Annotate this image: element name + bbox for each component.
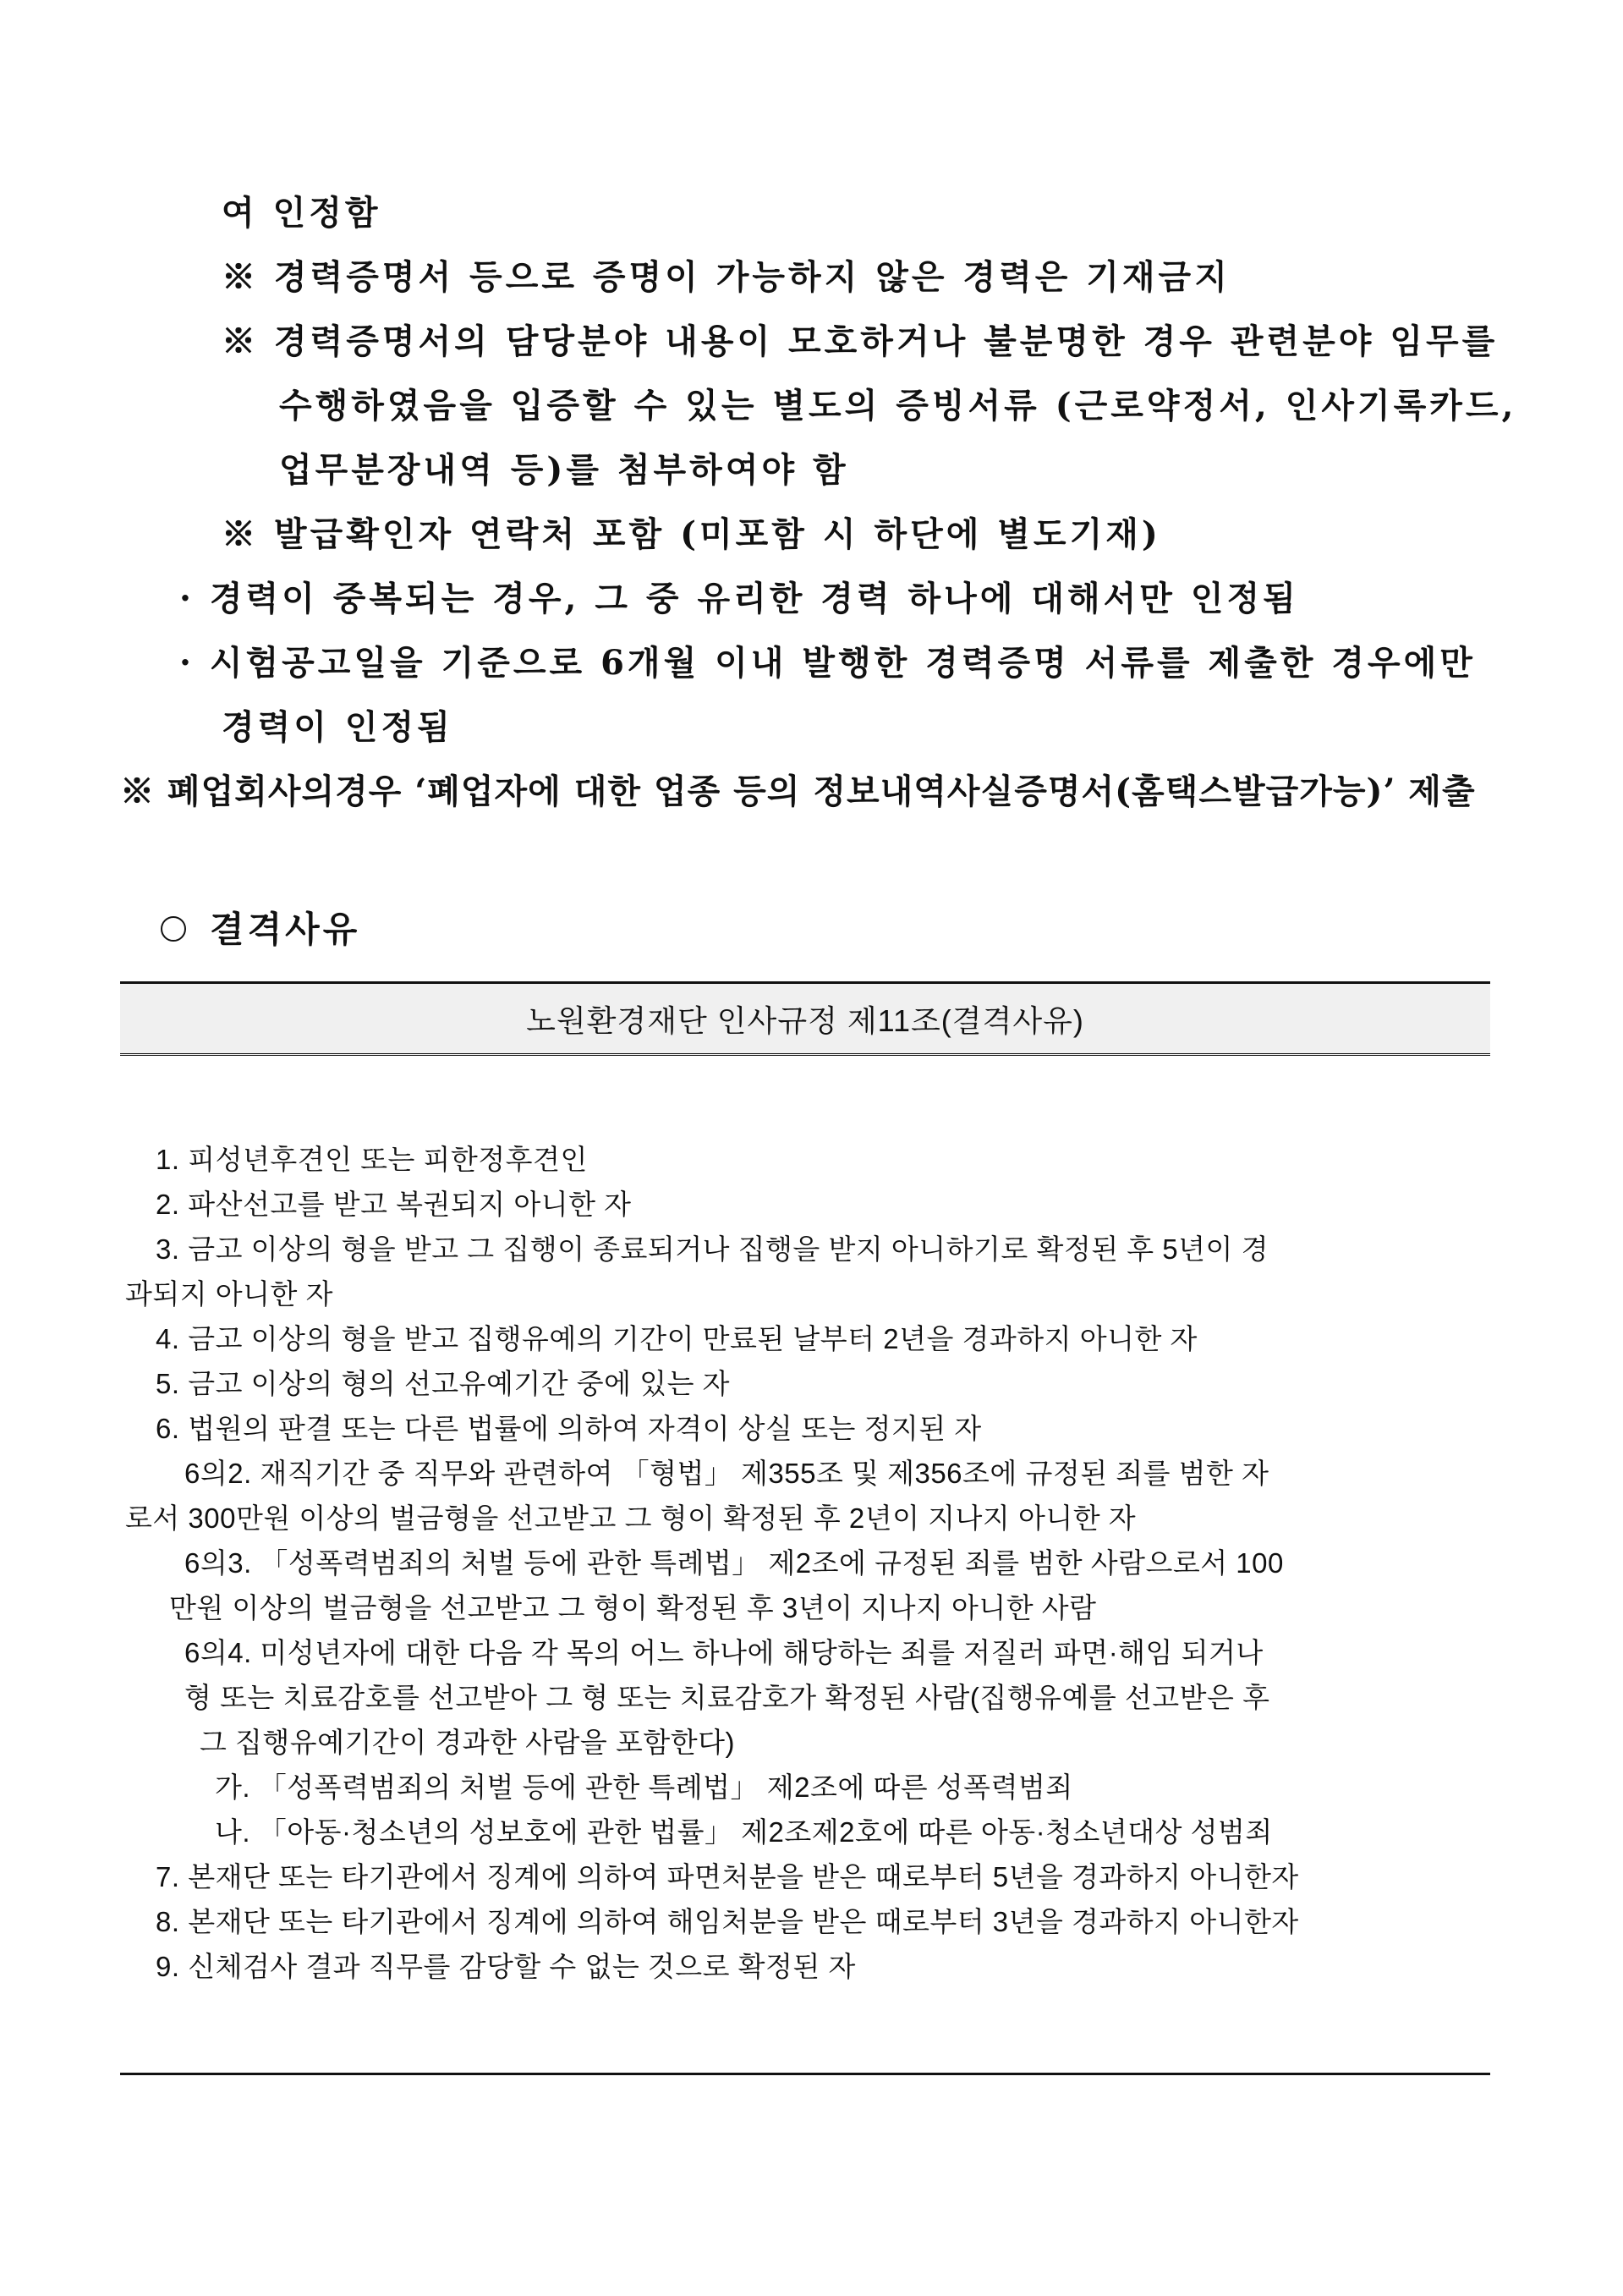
section-title-text: 결격사유 — [210, 909, 361, 950]
list-item: 4. 금고 이상의 형을 받고 집행유예의 기간이 만료된 날부터 2년을 경과하지 아니한 자 — [156, 1323, 1198, 1354]
text-line: 경력이 인정됨 — [222, 707, 453, 747]
list-item: 형 또는 치료감호를 선고받아 그 형 또는 치료감호가 확정된 사람(집행유예를 선고받은 후 — [184, 1682, 1270, 1713]
list-item: 가. 「성폭력범죄의 처벌 등에 관한 특례법」 제2조에 따른 성폭력범죄 — [215, 1771, 1073, 1803]
list-item: 나. 「아동·청소년의 성보호에 관한 법률」 제2조제2호에 따른 아동·청소년대상 성범죄 — [215, 1816, 1273, 1848]
text-line: 업무분장내역 등)를 첨부하여야 함 — [279, 450, 849, 490]
bullet-line: · 경력이 중복되는 경우, 그 중 유리한 경력 하나에 대해서만 인정됨 — [179, 579, 1299, 618]
list-item: 로서 300만원 이상의 벌금형을 선고받고 그 형이 확정된 후 2년이 지나지 아니한 자 — [125, 1502, 1137, 1534]
list-item: 6의2. 재직기간 중 직무와 관련하여 「형법」 제355조 및 제356조에 규정된 죄를 범한 자 — [184, 1458, 1269, 1489]
note-line: ※ 발급확인자 연락처 포함 (미포함 시 하단에 별도기재) — [222, 514, 1161, 554]
regulation-header — [120, 981, 1490, 1056]
regulation-header-text: 노원환경재단 인사규정 제11조(결격사유) — [526, 1002, 1084, 1038]
list-item: 6의4. 미성년자에 대한 다음 각 목의 어느 하나에 해당하는 죄를 저질러 파면·해임 되거나 — [184, 1637, 1264, 1668]
list-item: 과되지 아니한 자 — [125, 1278, 333, 1310]
text-line: 수행하였음을 입증할 수 있는 별도의 증빙서류 (근로약정서, 인사기록카드, — [279, 386, 1517, 426]
list-item: 2. 파산선고를 받고 복권되지 아니한 자 — [156, 1189, 632, 1220]
note-line: ※ 경력증명서 등으로 증명이 가능하지 않은 경력은 기재금지 — [222, 257, 1231, 297]
list-item: 6. 법원의 판결 또는 다른 법률에 의하여 자격이 상실 또는 정지된 자 — [156, 1413, 982, 1444]
bottom-rule — [120, 2073, 1490, 2075]
list-item: 7. 본재단 또는 타기관에서 징계에 의하여 파면처분을 받은 때로부터 5년을 경과하지 아니한자 — [156, 1861, 1299, 1892]
list-item: 9. 신체검사 결과 직무를 감당할 수 없는 것으로 확정된 자 — [156, 1951, 856, 1982]
text-line: 여 인정함 — [222, 193, 381, 233]
bullet-line: · 시험공고일을 기준으로 6개월 이내 발행한 경력증명 서류를 제출한 경우에만 — [179, 643, 1476, 683]
list-item: 1. 피성년후견인 또는 피한정후견인 — [156, 1144, 588, 1175]
list-item: 3. 금고 이상의 형을 받고 그 집행이 종료되거나 집행을 받지 아니하기로 확정된 후 5년이 경 — [156, 1233, 1269, 1265]
list-item: 그 집행유예기간이 경과한 사람을 포함한다) — [200, 1727, 735, 1758]
list-item: 6의3. 「성폭력범죄의 처벌 등에 관한 특례법」 제2조에 규정된 죄를 범한 사람으로서 100 — [184, 1547, 1284, 1579]
list-item: 8. 본재단 또는 타기관에서 징계에 의하여 해임처분을 받은 때로부터 3년을 경과하지 아니한자 — [156, 1906, 1299, 1937]
list-item: 만원 이상의 벌금형을 선고받고 그 형이 확정된 후 3년이 지나지 아니한 사람 — [169, 1592, 1097, 1623]
note-line: ※ 경력증명서의 담당분야 내용이 모호하거나 불분명한 경우 관련분야 임무를 — [222, 321, 1499, 361]
section-title — [161, 909, 361, 950]
list-item: 5. 금고 이상의 형의 선고유예기간 중에 있는 자 — [156, 1368, 731, 1399]
circle-bullet-icon — [161, 916, 186, 942]
note-line: ※ 폐업회사의경우 ‘폐업자에 대한 업종 등의 정보내역사실증명서(홈택스발급가능)’ 제출 — [120, 772, 1476, 811]
